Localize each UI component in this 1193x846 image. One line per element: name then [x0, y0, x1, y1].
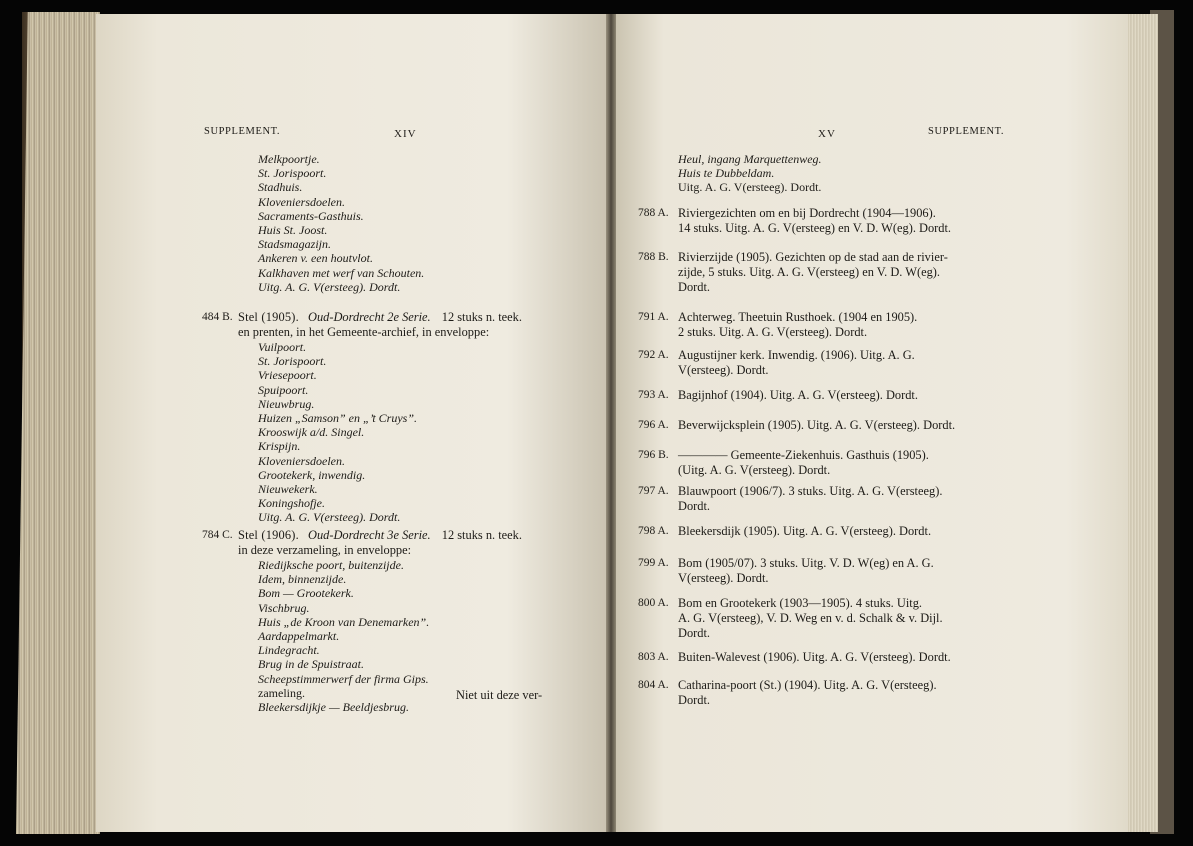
publisher-line: Uitg. A. G. V(ersteeg). Dordt.: [258, 510, 401, 525]
entry-line: Augustijner kerk. Inwendig. (1906). Uitg. A. G.: [678, 348, 915, 362]
entry-number: 792 A.: [638, 349, 669, 361]
entry-series: Oud-Dordrecht 3e Serie.: [308, 528, 431, 542]
entry-count: 12 stuks n. teek.: [441, 528, 522, 542]
entry-number: 796 B.: [638, 449, 669, 461]
list-item: Stadhuis.: [258, 180, 303, 195]
entry-line: Blauwpoort (1906/7). 3 stuks. Uitg. A. G. V(ersteeg).: [678, 484, 943, 498]
entry-number: 800 A.: [638, 597, 669, 609]
right-folio: XV: [818, 128, 836, 140]
publisher-line: Uitg. A. G. V(ersteeg). Dordt.: [678, 180, 822, 195]
list-item: Spuipoort.: [258, 382, 309, 397]
entry-note: Niet uit deze ver-: [456, 688, 543, 702]
entry-number: 798 A.: [638, 525, 669, 537]
entry-title: Stel (1905).: [238, 310, 299, 324]
right-continued-list: [678, 152, 822, 195]
entry-line: V(ersteeg). Dordt.: [678, 363, 769, 377]
list-item: Brug in de Spuistraat.: [258, 657, 365, 672]
entry-title: Stel (1906).: [238, 528, 299, 542]
list-item: Grootekerk, inwendig.: [258, 467, 366, 482]
entry-number: 803 A.: [638, 651, 669, 663]
book-gutter: [606, 14, 616, 832]
list-item: Huizen „Samson” en „’t Cruys”.: [258, 411, 418, 426]
entry-series: Oud-Dordrecht 2e Serie.: [308, 310, 431, 324]
entry-line: Buiten-Walevest (1906). Uitg. A. G. V(ersteeg). Dordt.: [678, 650, 951, 664]
entry-line: Riviergezichten om en bij Dordrecht (1904—1906).: [678, 206, 936, 220]
list-item: Bleekersdijkje — Beeldjesbrug.: [258, 700, 409, 715]
entry-line: Achterweg. Theetuin Rusthoek. (1904 en 1905).: [678, 310, 918, 324]
list-item: Huis te Dubbeldam.: [678, 166, 775, 181]
right-running-head: SUPPLEMENT.: [928, 126, 1005, 137]
page-edges-left: [16, 12, 100, 834]
entry-line: V(ersteeg). Dordt.: [678, 571, 769, 585]
entry-line: 14 stuks. Uitg. A. G. V(ersteeg) en V. D. W(eg). Dordt.: [678, 221, 952, 235]
entry-line: Beverwijcksplein (1905). Uitg. A. G. V(ersteeg). Dordt.: [678, 418, 956, 432]
entry-line: A. G. V(ersteeg), V. D. Weg en v. d. Schalk & v. Dijl.: [678, 611, 943, 625]
list-item: Kloveniersdoelen.: [258, 453, 345, 468]
list-item: Sacraments-Gasthuis.: [258, 208, 364, 223]
list-item: Vischbrug.: [258, 600, 310, 615]
entry-desc: en prenten, in het Gemeente-archief, in enveloppe:: [238, 325, 490, 339]
entry-line: ———— Gemeente-Ziekenhuis. Gasthuis (1905).: [678, 448, 929, 462]
entry-line: Bom (1905/07). 3 stuks. Uitg. V. D. W(eg) en A. G.: [678, 556, 934, 570]
left-continued-list: [258, 152, 424, 294]
entry-line: Dordt.: [678, 280, 711, 294]
list-item: Koningshofje.: [258, 496, 326, 511]
list-item: Stadsmagazijn.: [258, 237, 332, 252]
entry-number: 784 C.: [202, 529, 233, 541]
page-edges-right: [1128, 14, 1158, 832]
entry-line: Dordt.: [678, 626, 711, 640]
entry-line: Dordt.: [678, 693, 711, 707]
entry-number: 793 A.: [638, 389, 669, 401]
entry-number: 796 A.: [638, 419, 669, 431]
list-item: zameling.: [258, 685, 305, 700]
list-item: Riedijksche poort, buitenzijde.: [258, 558, 404, 572]
list-item: Idem, binnenzijde.: [258, 572, 347, 587]
publisher-line: Uitg. A. G. V(ersteeg). Dordt.: [258, 279, 401, 294]
list-item: Huis „de Kroon van Denemarken”.: [258, 614, 430, 629]
list-item: Kloveniersdoelen.: [258, 194, 345, 209]
list-item: Vriesepoort.: [258, 368, 317, 383]
entry-number: 791 A.: [638, 311, 669, 323]
list-item: Vuilpoort.: [258, 340, 307, 354]
entry-line: 2 stuks. Uitg. A. G. V(ersteeg). Dordt.: [678, 325, 868, 339]
list-item: St. Jorispoort.: [258, 166, 327, 181]
entry-number: 788 B.: [638, 251, 669, 263]
list-item: Krooswijk a/d. Singel.: [258, 425, 365, 440]
list-item: Ankeren v. een houtvlot.: [258, 251, 373, 266]
left-folio: XIV: [394, 128, 417, 140]
entry-line: Bagijnhof (1904). Uitg. A. G. V(ersteeg). Dordt.: [678, 388, 918, 402]
entry-number: 804 A.: [638, 679, 669, 691]
entry-line: Catharina-poort (St.) (1904). Uitg. A. G. V(ersteeg).: [678, 678, 937, 692]
list-item: Melkpoortje.: [258, 152, 320, 166]
list-item: Scheepstimmerwerf der firma Gips.: [258, 671, 429, 686]
entry-484b-list: [258, 340, 417, 525]
entry-line: zijde, 5 stuks. Uitg. A. G. V(ersteeg) en V. D. W(eg).: [678, 265, 940, 279]
entry-line: Rivierzijde (1905). Gezichten op de stad aan de rivier-: [678, 250, 948, 264]
list-item: Nieuwbrug.: [258, 396, 315, 411]
list-item: Huis St. Joost.: [258, 223, 328, 238]
entry-desc: in deze verzameling, in enveloppe:: [238, 543, 412, 557]
entry-784c-list: [258, 558, 429, 714]
entry-number: 799 A.: [638, 557, 669, 569]
entry-number: 484 B.: [202, 311, 233, 323]
entry-line: (Uitg. A. G. V(ersteeg). Dordt.: [678, 463, 831, 477]
entry-number: 788 A.: [638, 207, 669, 219]
entry-line: Dordt.: [678, 499, 711, 513]
list-item: Lindegracht.: [258, 643, 320, 658]
entry-line: Bom en Grootekerk (1903—1905). 4 stuks. Uitg.: [678, 596, 923, 610]
entry-number: 797 A.: [638, 485, 669, 497]
list-item: Bom — Grootekerk.: [258, 586, 354, 601]
list-item: Nieuwekerk.: [258, 482, 318, 497]
entry-line: Bleekersdijk (1905). Uitg. A. G. V(ersteeg). Dordt.: [678, 524, 932, 538]
list-item: Heul, ingang Marquettenweg.: [678, 152, 822, 166]
list-item: St. Jorispoort.: [258, 354, 327, 369]
entry-count: 12 stuks n. teek.: [441, 310, 522, 324]
list-item: Kalkhaven met werf van Schouten.: [258, 265, 425, 280]
list-item: Krispijn.: [258, 439, 301, 454]
left-running-head: SUPPLEMENT.: [204, 126, 281, 137]
list-item: Aardappelmarkt.: [258, 629, 340, 644]
